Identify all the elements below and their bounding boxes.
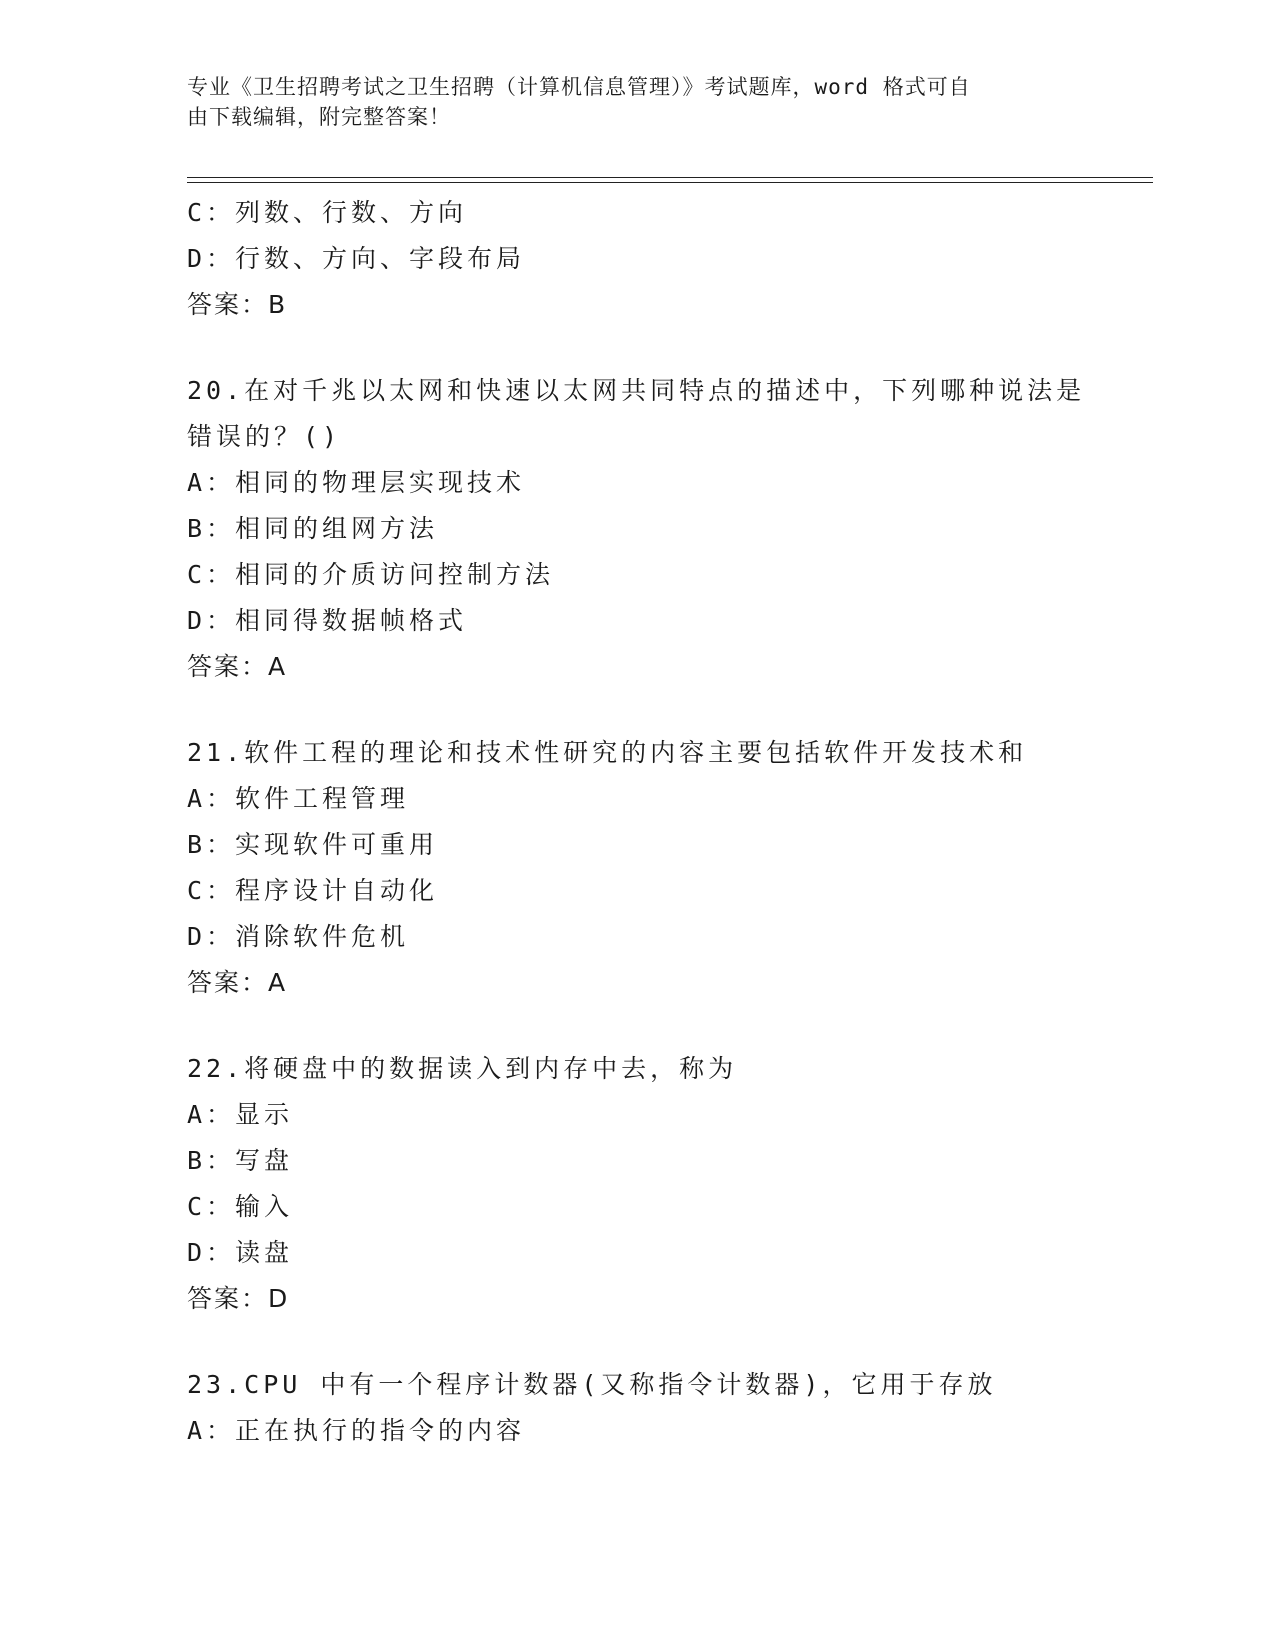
spacer	[187, 1322, 1153, 1362]
header-line-1: 专业《卫生招聘考试之卫生招聘（计算机信息管理）》考试题库，word 格式可自	[187, 75, 971, 99]
option-d: D：消除软件危机	[187, 922, 410, 951]
option-c: C：列数、行数、方向	[187, 198, 468, 227]
option-b: B：实现软件可重用	[187, 830, 439, 859]
question-stem: 23.CPU 中有一个程序计数器(又称指令计数器)，它用于存放	[187, 1370, 997, 1399]
header-rule-bottom	[187, 182, 1153, 183]
option-c: C：程序设计自动化	[187, 876, 439, 905]
answer: 答案：A	[187, 652, 288, 681]
option-d: D：行数、方向、字段布局	[187, 244, 526, 273]
question-20	[187, 368, 1153, 690]
question-stem: 错误的？()	[187, 422, 342, 451]
option-b: B：写盘	[187, 1146, 294, 1175]
answer: 答案：B	[187, 290, 288, 319]
spacer	[187, 328, 1153, 368]
question-23	[187, 1362, 1153, 1454]
option-c: C：相同的介质访问控制方法	[187, 560, 555, 589]
option-d: D：读盘	[187, 1238, 294, 1267]
header-rule-top	[187, 177, 1153, 178]
spacer	[187, 1006, 1153, 1046]
question-list	[187, 190, 1153, 1454]
question-22	[187, 1046, 1153, 1322]
spacer	[187, 690, 1153, 730]
answer: 答案：D	[187, 1284, 290, 1313]
option-a: A：正在执行的指令的内容	[187, 1416, 526, 1445]
document-header	[187, 72, 1087, 132]
option-a: A：显示	[187, 1100, 294, 1129]
question-stem: 22.将硬盘中的数据读入到内存中去，称为	[187, 1054, 738, 1083]
option-b: B：相同的组网方法	[187, 514, 439, 543]
question-19-continued	[187, 190, 1153, 328]
question-21	[187, 730, 1153, 1006]
option-a: A：相同的物理层实现技术	[187, 468, 526, 497]
answer: 答案：A	[187, 968, 288, 997]
option-c: C：输入	[187, 1192, 294, 1221]
header-line-2: 由下载编辑，附完整答案！	[187, 105, 451, 129]
option-a: A：软件工程管理	[187, 784, 410, 813]
question-stem: 21.软件工程的理论和技术性研究的内容主要包括软件开发技术和	[187, 738, 1028, 767]
option-d: D：相同得数据帧格式	[187, 606, 468, 635]
question-stem: 20.在对千兆以太网和快速以太网共同特点的描述中，下列哪种说法是	[187, 376, 1086, 405]
